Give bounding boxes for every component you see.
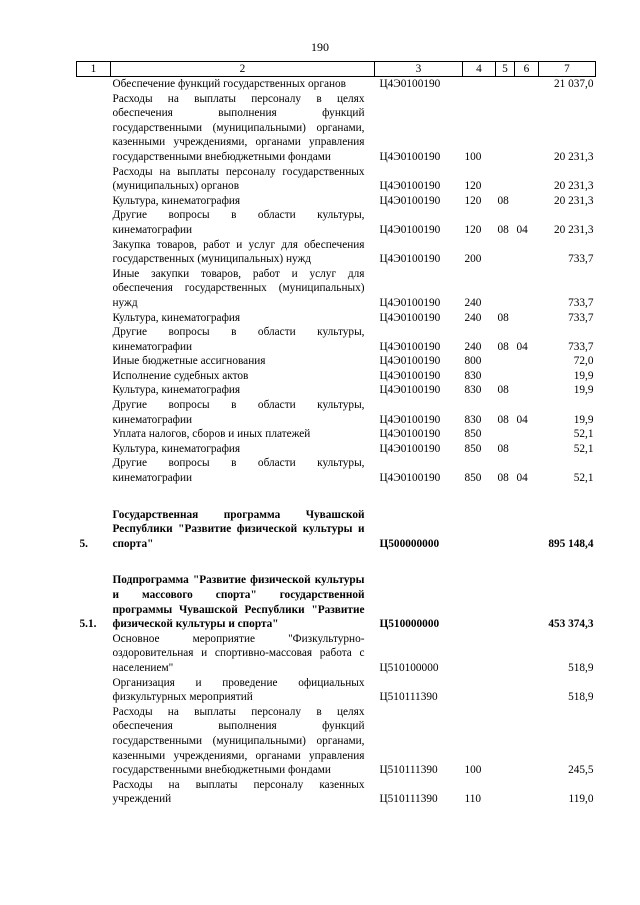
cell-c4: 850 (464, 442, 482, 455)
cell-c4 (463, 632, 496, 676)
cell-c4: 240 (464, 311, 482, 324)
cell-c5 (496, 778, 515, 807)
cell-sum: 52,1 (573, 472, 594, 485)
table-row (77, 165, 596, 194)
cell-num (77, 705, 111, 778)
header-col-7: 7 (539, 62, 596, 77)
cell-c5 (496, 354, 515, 369)
cell-name: Расходы на выплаты персоналу в целях обеспечения выполнения функций государственными (муниципальными) органами, казенными учреждениями, органами управления государственными внебюджетными фондами (112, 92, 365, 163)
cell-sum: 72,0 (573, 355, 594, 368)
table-row (77, 325, 596, 354)
cell-num (77, 442, 111, 457)
header-col-4: 4 (463, 62, 496, 77)
cell-c6 (515, 311, 539, 326)
cell-sum: 20 231,3 (553, 180, 594, 193)
cell-c6 (515, 442, 539, 457)
cell-name: Культура, кинематография (112, 384, 241, 397)
cell-c4: 830 (464, 413, 482, 426)
cell-c6: 04 (516, 340, 528, 353)
cell-code: Ц4Э0100190 (379, 150, 441, 163)
cell-sum: 20 231,3 (553, 194, 594, 207)
cell-sum: 895 148,4 (548, 537, 594, 550)
cell-c5: 08 (497, 442, 509, 455)
cell-c4 (463, 676, 496, 705)
cell-code: Ц4Э0100190 (379, 78, 441, 90)
cell-name: Другие вопросы в области культуры, кинематографии (112, 209, 365, 236)
cell-c4: 830 (464, 369, 482, 382)
table-row (77, 369, 596, 384)
cell-num (77, 369, 111, 384)
table-row (77, 383, 596, 398)
cell-c6: 04 (516, 413, 528, 426)
cell-c6 (515, 77, 539, 92)
table-row (77, 238, 596, 267)
cell-c5: 08 (497, 413, 509, 426)
cell-name: Другие вопросы в области культуры, кинематографии (112, 457, 365, 485)
spacer-cell (77, 486, 596, 508)
cell-code: Ц510111390 (379, 764, 438, 777)
cell-code: Ц4Э0100190 (379, 413, 441, 426)
table-row (77, 398, 596, 427)
cell-sum: 52,1 (573, 428, 594, 441)
cell-code: Ц4Э0100190 (379, 472, 441, 485)
cell-name: Другие вопросы в области культуры, кинематографии (112, 326, 365, 353)
header-col-3: 3 (375, 62, 463, 77)
cell-sum: 245,5 (568, 764, 594, 777)
cell-code: Ц510111390 (379, 793, 438, 806)
cell-c5 (496, 508, 515, 552)
cell-c4: 120 (464, 180, 482, 193)
cell-sum: 733,7 (568, 340, 594, 353)
cell-c4: 120 (464, 194, 482, 207)
cell-c5 (496, 427, 515, 442)
cell-c4 (463, 573, 496, 631)
cell-code: Ц4Э0100190 (379, 296, 441, 309)
cell-c5: 08 (497, 472, 509, 485)
cell-c6 (515, 267, 539, 311)
cell-code: Ц4Э0100190 (379, 180, 441, 193)
cell-c6 (515, 194, 539, 209)
cell-c6 (515, 632, 539, 676)
cell-c5 (496, 676, 515, 705)
cell-c6: 04 (516, 223, 528, 236)
table-row (77, 267, 596, 311)
table-row (77, 632, 596, 676)
cell-sum: 733,7 (568, 311, 594, 324)
cell-code: Ц4Э0100190 (379, 369, 441, 382)
cell-sum: 52,1 (573, 442, 594, 455)
cell-c5 (496, 267, 515, 311)
cell-c4: 200 (464, 253, 482, 266)
cell-code: Ц4Э0100190 (379, 223, 441, 236)
cell-c4: 110 (464, 793, 482, 806)
cell-code: Ц4Э0100190 (379, 253, 441, 266)
cell-num (77, 238, 111, 267)
cell-c4 (463, 508, 496, 552)
cell-code: Ц510100000 (379, 661, 439, 674)
cell-code: Ц4Э0100190 (379, 428, 441, 441)
table-row (77, 573, 596, 631)
cell-c5: 08 (497, 194, 509, 207)
cell-sum: 19,9 (573, 369, 594, 382)
table-row (77, 456, 596, 485)
cell-c6: 04 (516, 472, 528, 485)
cell-c6 (515, 573, 539, 631)
cell-code: Ц4Э0100190 (379, 340, 441, 353)
cell-c4: 100 (464, 150, 482, 163)
table-row (77, 194, 596, 209)
table-row (77, 705, 596, 778)
cell-c4: 100 (464, 764, 482, 777)
cell-name: Иные закупки товаров, работ и услуг для обеспечения государственных (муниципальных) нужд (112, 267, 365, 309)
spacer-row (77, 551, 596, 573)
cell-c6 (515, 778, 539, 807)
spacer-row (77, 486, 596, 508)
cell-c5 (496, 573, 515, 631)
cell-num (77, 311, 111, 326)
cell-c5: 08 (497, 384, 509, 397)
cell-sum: 19,9 (573, 384, 594, 397)
cell-c5 (496, 705, 515, 778)
cell-sum: 20 231,3 (553, 150, 594, 163)
cell-num: 5. (79, 537, 88, 550)
cell-c5 (496, 369, 515, 384)
cell-code: Ц4Э0100190 (379, 194, 441, 207)
cell-c4: 830 (464, 384, 482, 397)
table-row (77, 354, 596, 369)
cell-name: Другие вопросы в области культуры, кинематографии (112, 399, 365, 426)
cell-c6 (515, 705, 539, 778)
table-row (77, 208, 596, 237)
cell-c5: 08 (497, 340, 509, 353)
cell-c5 (496, 165, 515, 194)
cell-name: Культура, кинематография (112, 311, 241, 324)
cell-num (77, 354, 111, 369)
spacer-cell (77, 551, 596, 573)
page-number: 190 (311, 40, 329, 54)
cell-c4: 240 (464, 296, 482, 309)
cell-c4 (463, 77, 496, 92)
cell-c6 (515, 369, 539, 384)
cell-c6 (515, 354, 539, 369)
budget-table (76, 61, 596, 807)
cell-name: Расходы на выплаты персоналу в целях обеспечения выполнения функций государственными (муниципальными) органами, казенными учреждениями, органами управления государственными внебюджетными фондами (112, 705, 365, 777)
table-row (77, 778, 596, 807)
cell-name: Культура, кинематография (112, 442, 241, 455)
cell-sum: 733,7 (568, 253, 594, 266)
table-row (77, 311, 596, 326)
cell-num (77, 456, 111, 485)
cell-sum: 119,0 (568, 793, 594, 806)
cell-code: Ц4Э0100190 (379, 442, 441, 455)
cell-c4: 120 (464, 223, 482, 236)
cell-num (77, 92, 111, 165)
cell-name: Культура, кинематография (112, 194, 241, 207)
table-row (77, 427, 596, 442)
cell-c6 (515, 676, 539, 705)
cell-sum: 20 231,3 (553, 223, 594, 236)
cell-c6 (515, 165, 539, 194)
cell-code: Ц510000000 (379, 618, 440, 631)
cell-c5 (496, 92, 515, 165)
cell-num (77, 398, 111, 427)
cell-sum: 733,7 (568, 296, 594, 309)
cell-c5: 08 (497, 311, 509, 324)
cell-code: Ц4Э0100190 (379, 384, 441, 397)
cell-sum: 21 037,0 (553, 78, 594, 90)
cell-name: Исполнение судебных актов (112, 369, 249, 382)
cell-code: Ц510111390 (379, 691, 438, 704)
cell-c6 (515, 383, 539, 398)
cell-sum: 19,9 (573, 413, 594, 426)
cell-sum: 518,9 (568, 691, 594, 704)
cell-num (77, 383, 111, 398)
cell-num (77, 208, 111, 237)
cell-name: Расходы на выплаты персоналу государственных (муниципальных) органов (112, 165, 365, 193)
table-row (77, 77, 596, 92)
header-col-1: 1 (77, 62, 111, 77)
cell-c4: 850 (464, 428, 482, 441)
table-row (77, 442, 596, 457)
cell-c6 (515, 238, 539, 267)
cell-c4: 240 (464, 340, 482, 353)
cell-c6 (515, 92, 539, 165)
cell-name: Организация и проведение официальных физкультурных мероприятий (112, 676, 365, 704)
cell-c4: 850 (464, 472, 482, 485)
cell-num (77, 676, 111, 705)
cell-num (77, 325, 111, 354)
cell-c5 (496, 238, 515, 267)
cell-c6 (515, 427, 539, 442)
header-col-2: 2 (111, 62, 375, 77)
cell-num (77, 427, 111, 442)
cell-name: Государственная программа Чувашской Республики "Развитие физической культуры и спорта" (112, 508, 365, 550)
cell-name: Обеспечение функций государственных органов (112, 78, 347, 90)
cell-name: Расходы на выплаты персоналу казенных учреждений (112, 778, 365, 806)
header-col-5: 5 (496, 62, 515, 77)
cell-sum: 518,9 (568, 661, 594, 674)
table-header-row (77, 62, 596, 77)
cell-num (77, 632, 111, 676)
cell-code: Ц4Э0100190 (379, 355, 441, 368)
table-row (77, 676, 596, 705)
table-row (77, 508, 596, 552)
cell-num (77, 165, 111, 194)
cell-code: Ц4Э0100190 (379, 311, 441, 324)
cell-name: Подпрограмма "Развитие физической культуры и массового спорта" государственной программы Чувашской Республики "Развитие физической культуры и спорта" (112, 574, 365, 631)
cell-name: Закупка товаров, работ и услуг для обеспечения государственных (муниципальных) нужд (112, 238, 365, 266)
cell-c6 (515, 508, 539, 552)
cell-num (77, 778, 111, 807)
cell-c4: 800 (464, 355, 482, 368)
cell-c5: 08 (497, 223, 509, 236)
table-body (77, 77, 596, 807)
cell-sum: 453 374,3 (548, 618, 594, 631)
cell-c5 (496, 632, 515, 676)
cell-code: Ц500000000 (379, 537, 440, 550)
table-row (77, 92, 596, 165)
cell-num (77, 267, 111, 311)
cell-c5 (496, 77, 515, 92)
cell-num (77, 77, 111, 92)
cell-num (77, 194, 111, 209)
cell-name: Иные бюджетные ассигнования (112, 355, 266, 368)
cell-num: 5.1. (79, 618, 97, 631)
cell-name: Уплата налогов, сборов и иных платежей (112, 428, 311, 441)
header-col-6: 6 (515, 62, 539, 77)
cell-name: Основное мероприятие "Физкультурно-оздоровительная и спортивно-массовая работа с населением" (112, 632, 365, 674)
